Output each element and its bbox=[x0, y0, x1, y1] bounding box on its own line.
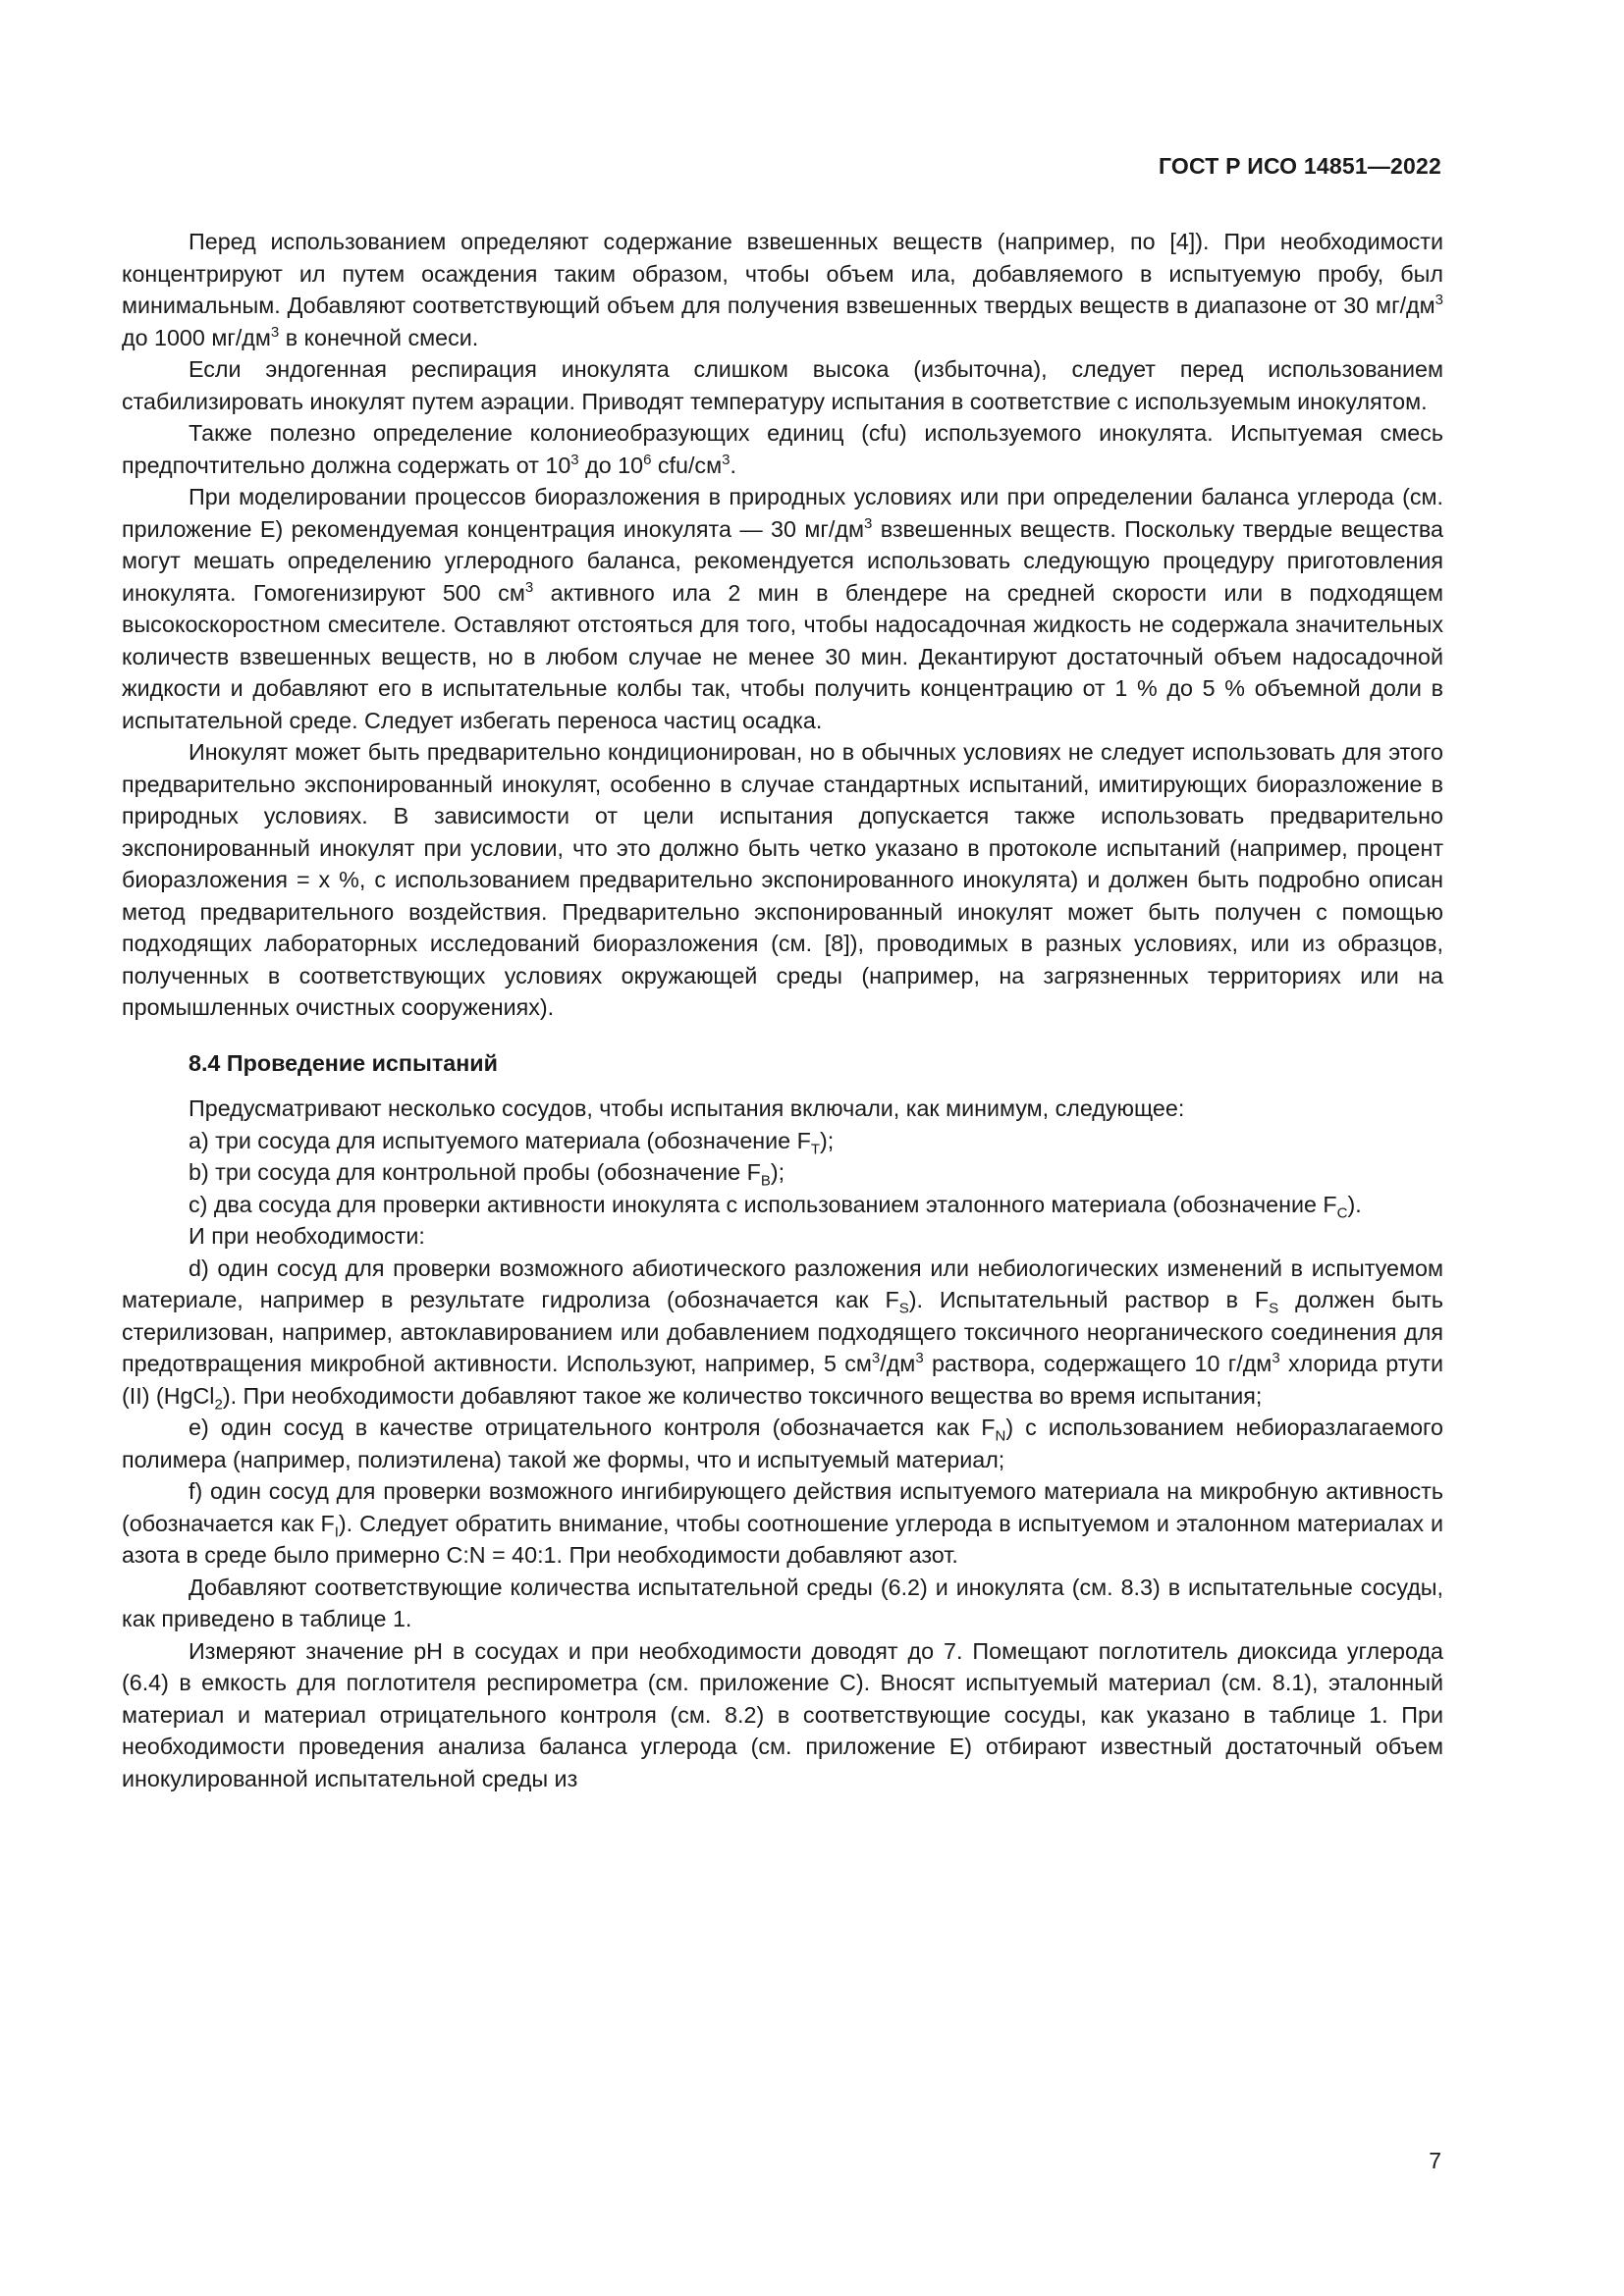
paragraph-preexposed-inoculum: Инокулят может быть предварительно кондиционирован, но в обычных условиях не следует использовать для этого предварительно экспонированный инокулят, особенно в случае стандартных испытаний, имитирующих биоразложение в природных условиях. В зависимости от цели испытания допускается также использовать предварительно экспонированный инокулят при условии, что это должно быть четко указано в протоколе испытаний (например, процент биоразложения = x %, с использованием предварительно экспонированного инокулята) и должен быть подробно описан метод предварительного воздействия. Предварительно экспонированный инокулят может быть получен с помощью подходящих лабораторных исследований биоразложения (см. [8]), проводимых в разных условиях, или из образцов, полученных в соответствующих условиях окружающей среды (например, на загрязненных территориях или на промышленных очистных сооружениях). bbox=[122, 739, 1443, 1020]
paragraph-add-medium: Добавляют соответствующие количества испытательной среды (6.2) и инокулята (см. 8.3) в испытательные сосуды, как приведено в таблице 1. bbox=[122, 1574, 1443, 1631]
paragraph-suspended-solids: Перед использованием определяют содержание взвешенных веществ (например, по [4]). При необходимости концентрируют ил путем осаждения таким образом, чтобы объем ила, добавляемого в испытуемую пробу, был минимальным. Добавляют соответствующий объем для получения взвешенных твердых веществ в диапазоне от 30 $мг/дм^3$ до 1000 $мг/дм^3$ в конечной смеси. bbox=[122, 229, 1443, 350]
document-header: ГОСТ Р ИСО 14851—2022 bbox=[1158, 153, 1441, 179]
paragraph-measure-ph: Измеряют значение pH в сосудах и при необходимости доводят до 7. Помещают поглотитель диоксида углерода (6.4) в емкость для поглотителя респирометра (см. приложение С). Вносят испытуемый материал (см. 8.1), эталонный материал и материал отрицательного контроля (см. 8.2) в соответствующие сосуды, как указано в таблице 1. При необходимости проведения анализа баланса углерода (см. приложение Е) отбирают известный достаточный объем инокулированной испытательной среды из bbox=[122, 1637, 1443, 1791]
paragraph-endogenous-respiration: Если эндогенная респирация инокулята слишком высока (избыточна), следует перед использованием стабилизировать инокулят путем аэрации. Приводят температуру испытания в соответствие с используемым инокулятом. bbox=[122, 356, 1443, 414]
list-item-e: e) один сосуд в качестве отрицательного контроля (обозначается как $F_N$) с использованием небиоразлагаемого полимера (например, полиэтилена) такой же формы, что и испытуемый материал; bbox=[122, 1415, 1443, 1472]
paragraph-inoculum-preparation: При моделировании процессов биоразложения в природных условиях или при определении баланса углерода (см. приложение Е) рекомендуемая концентрация инокулята — 30 $мг/дм^3$ взвешенных веществ. Поскольку твердые вещества могут мешать определению углеродного баланса, рекомендуется использовать следующую процедуру приготовления инокулята. Гомогенизируют 500 $см^3$ активного ила 2 мин в блендере на средней скорости или в подходящем высокоскоростном смесителе. Оставляют отстояться для того, чтобы надосадочная жидкость не содержала значительных количеств взвешенных веществ, но в любом случае не менее 30 мин. Декантируют достаточный объем надосадочной жидкости и добавляют его в испытательные колбы так, чтобы получить концентрацию от 1 % до 5 % объемной доли в испытательной среде. Следует избегать переноса частиц осадка. bbox=[122, 484, 1444, 733]
paragraph-vessels-intro: Предусматривают несколько сосудов, чтобы испытания включали, как минимум, следующее: bbox=[189, 1095, 1185, 1121]
list-item-c: c) два сосуда для проверки активности инокулята с использованием эталонного материала (обозначение $F_C$). bbox=[189, 1191, 1362, 1222]
list-item-a: a) три сосуда для испытуемого материала (обозначение $F_T$); bbox=[189, 1127, 835, 1158]
section-heading: 8.4 Проведение испытаний bbox=[189, 1049, 498, 1076]
page-body bbox=[122, 226, 1443, 1794]
paragraph-if-necessary: И при необходимости: bbox=[189, 1223, 425, 1249]
page-number: 7 bbox=[1429, 2148, 1441, 2173]
list-item-b: b) три сосуда для контрольной пробы (обозначение $F_B$); bbox=[189, 1159, 785, 1190]
list-item-f: f) один сосуд для проверки возможного ингибирующего действия испытуемого материала на микробную активность (обозначается как $F_I$). Следует обратить внимание, чтобы соотношение углерода в испытуемом и эталонном материалах и азота в среде было примерно C:N = 40:1. При необходимости добавляют азот. bbox=[122, 1478, 1443, 1568]
paragraph-cfu: Также полезно определение колониеобразующих единиц (cfu) используемого инокулята. Испытуемая смесь предпочтительно должна содержать от $10^3$ до $10^6$ cfu/$см^3$. bbox=[122, 420, 1443, 478]
list-item-d: d) один сосуд для проверки возможного абиотического разложения или небиологических изменений в испытуемом материале, например в результате гидролиза (обозначается как $F_S$). Испытательный раствор в $F_S$ должен быть стерилизован, например, автоклавированием или добавлением подходящего токсичного неорганического соединения для предотвращения микробной активности. Используют, например, 5 $см^3/дм^3$ раствора, содержащего 10 $г/дм^3$ хлорида ртути (II) (HgCl$_2$). При необходимости добавляют такое же количество токсичного вещества во время испытания; bbox=[122, 1255, 1443, 1414]
